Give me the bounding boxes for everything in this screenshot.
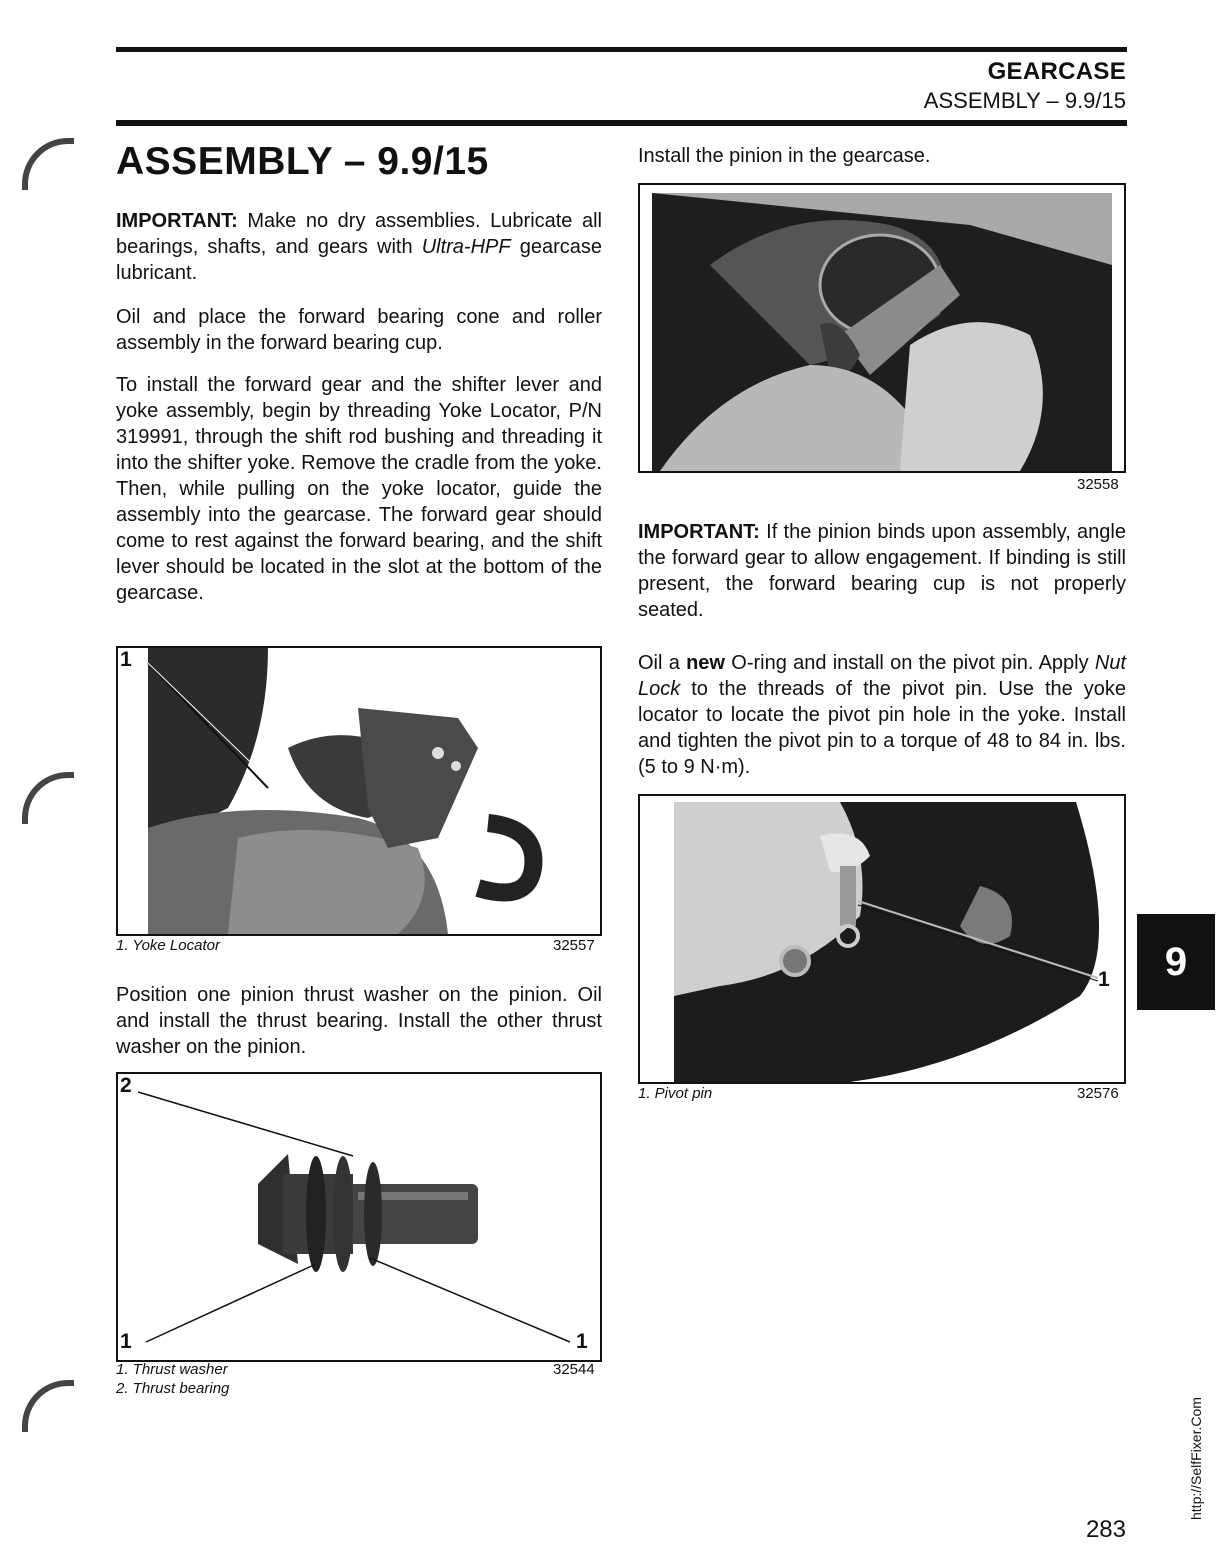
photo-install-pinion [638,183,1126,473]
caption-pivot-pin: 1. Pivot pin [638,1085,713,1102]
page-title: ASSEMBLY – 9.9/15 [116,140,489,183]
photo-yoke-locator [116,646,602,936]
callout-1: 1 [1098,968,1110,991]
header-rule [116,120,1127,126]
figure-number-32558: 32558 [1077,476,1119,493]
paragraph-thrust-washer: Position one pinion thrust washer on the pinion. Oil and install the thrust bearing. Install the other thrust washer on the pinion. [116,984,602,1058]
important-note-1: IMPORTANT: Make no dry assemblies. Lubricate all bearings, shafts, and gears with Ultra-HPF gearcase lubricant. [116,210,602,284]
section-tab: 9 [1137,914,1215,1010]
photo-pinion-thrust-image [118,1074,600,1360]
caption-thrust-bearing: 2. Thrust bearing [116,1380,230,1397]
header-subsection: ASSEMBLY – 9.9/15 [923,88,1126,113]
photo-pivot-pin-image [640,796,1124,1082]
figure-number-32557: 32557 [553,937,595,954]
watermark: http://SelfFixer.Com [1188,1397,1204,1520]
callout-1-right: 1 [576,1330,588,1353]
important-note-2: IMPORTANT: If the pinion binds upon assembly, angle the forward gear to allow engagement. If binding is still present, the forward bearing cup is not properly seated. [638,521,1126,621]
paragraph-bearing: Oil and place the forward bearing cone and roller assembly in the forward bearing cup. [116,306,602,354]
callout-2: 2 [120,1074,132,1097]
page-number: 283 [1085,1516,1126,1543]
binder-hole [22,138,74,190]
photo-pivot-pin [638,794,1126,1084]
binder-hole [22,772,74,824]
photo-yoke-locator-image [118,648,600,934]
caption-thrust-washer: 1. Thrust washer [116,1361,228,1378]
figure-number-32544: 32544 [553,1361,595,1378]
binder-hole [22,1380,74,1432]
top-rule [116,47,1127,52]
paragraph-install-pinion: Install the pinion in the gearcase. [638,145,931,167]
caption-yoke-locator: 1. Yoke Locator [116,937,220,954]
callout-1-left: 1 [120,1330,132,1353]
header-section: GEARCASE [987,58,1126,85]
callout-1: 1 [120,648,132,671]
paragraph-forward-gear: To install the forward gear and the shifter lever and yoke assembly, begin by threading Yoke Locator, P/N 319991, through the shift rod bushing and threading it into the shifter yoke. Remove the cradle from the yoke. Then, while pulling on the yoke locator, guide the assembly into the gearcase. The forward gear should come to rest against the forward bearing, and the shift lever should be located in the slot at the bottom of the gearcase. [116,374,602,604]
photo-install-pinion-image [640,185,1124,471]
photo-pinion-thrust [116,1072,602,1362]
paragraph-pivot-pin: Oil a new O-ring and install on the pivot pin. Apply Nut Lock to the threads of the pivot pin. Use the yoke locator to locate the pivot pin hole in the yoke. Install and tighten the pivot pin to a torque of 48 to 84 in. lbs. (5 to 9 N·m). [638,652,1126,778]
figure-number-32576: 32576 [1077,1085,1119,1102]
